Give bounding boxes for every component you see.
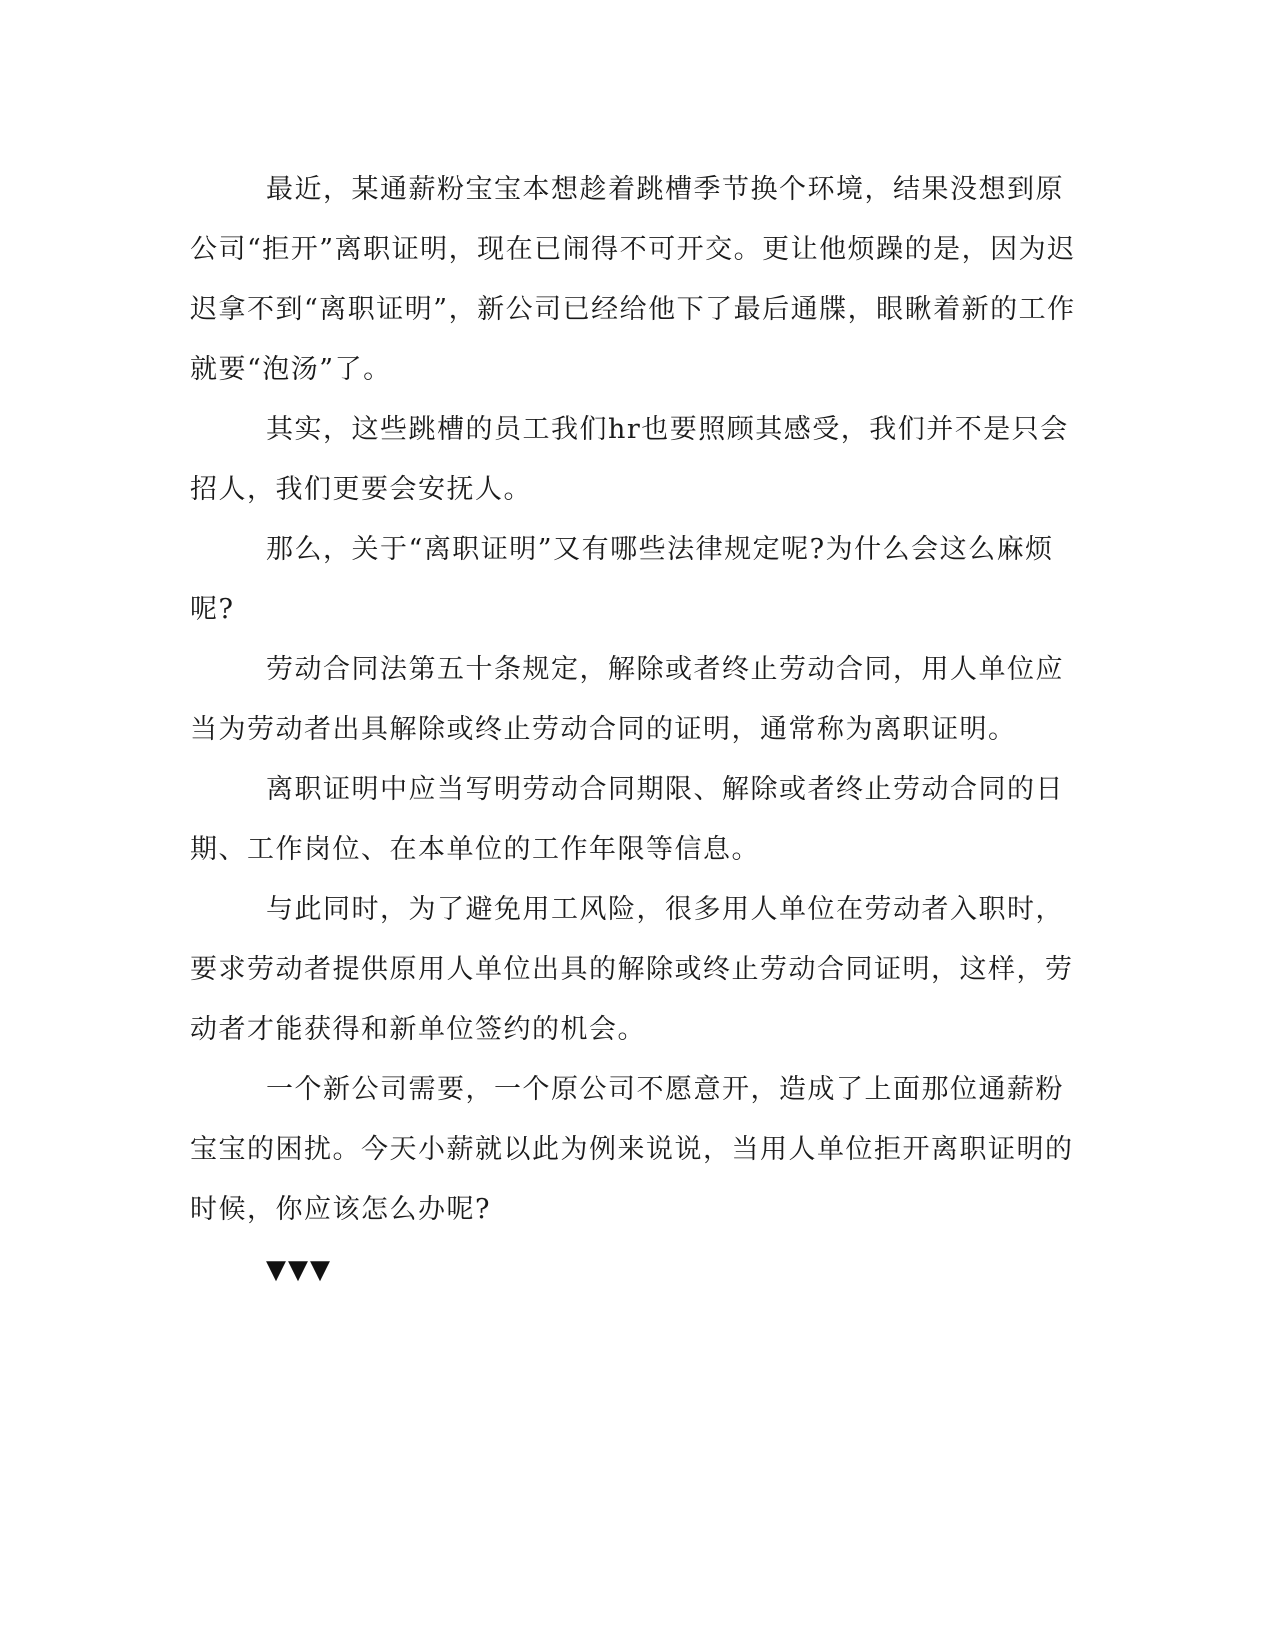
- paragraph-question: 那么，关于“离职证明”又有哪些法律规定呢?为什么会这么麻烦呢?: [190, 534, 1054, 625]
- paragraph-certificate-content: 离职证明中应当写明劳动合同期限、解除或者终止劳动合同的日期、工作岗位、在本单位的工作年限等信息。: [190, 774, 1064, 865]
- triangle-marker: ▼▼▼: [266, 1255, 332, 1285]
- paragraph-employer-requirement: 与此同时，为了避免用工风险，很多用人单位在劳动者入职时，要求劳动者提供原用人单位出具的解除或终止劳动合同证明，这样，劳动者才能获得和新单位签约的机会。: [190, 894, 1074, 1045]
- paragraph-labor-law: 劳动合同法第五十条规定，解除或者终止劳动合同，用人单位应当为劳动者出具解除或终止劳动合同的证明，通常称为离职证明。: [190, 654, 1064, 745]
- paragraph-intro: 最近，某通薪粉宝宝本想趁着跳槽季节换个环境，结果没想到原公司“拒开”离职证明，现在已闹得不可开交。更让他烦躁的是，因为迟迟拿不到“离职证明”，新公司已经给他下了最后通牒，眼瞅着新的工作就要“泡汤”了。: [190, 174, 1076, 385]
- paragraph-conclusion: 一个新公司需要，一个原公司不愿意开，造成了上面那位通薪粉宝宝的困扰。今天小薪就以此为例来说说，当用人单位拒开离职证明的时候，你应该怎么办呢?: [190, 1074, 1074, 1225]
- paragraph-hr-note: 其实，这些跳槽的员工我们hr也要照顾其感受，我们并不是只会招人，我们更要会安抚人。: [190, 414, 1069, 505]
- document-body: [190, 160, 1090, 1300]
